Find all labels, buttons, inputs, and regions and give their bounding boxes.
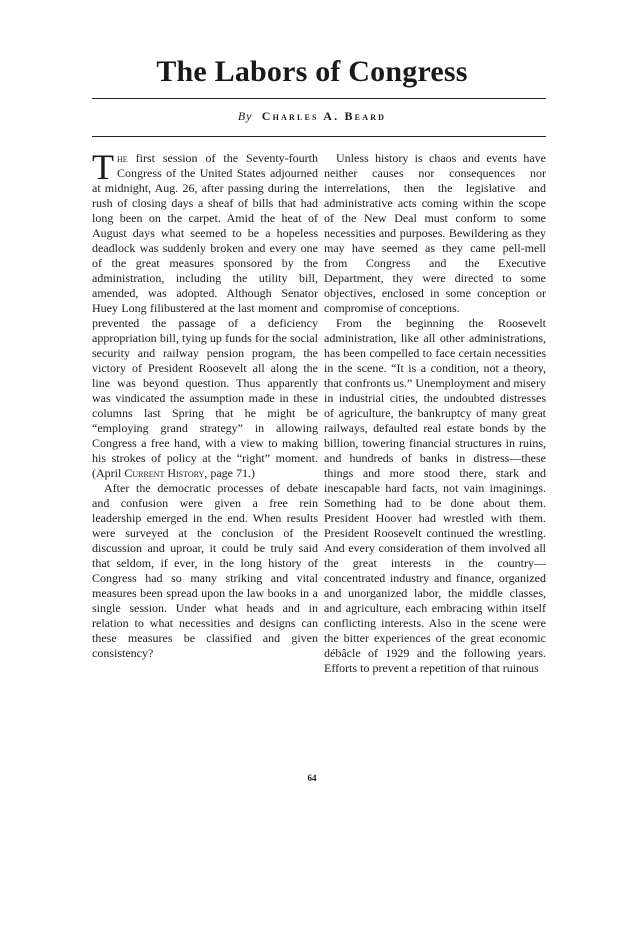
page-number: 64 <box>307 773 317 783</box>
lead-word: he <box>117 151 128 165</box>
article-title: The Labors of Congress <box>156 55 468 88</box>
left-column <box>92 147 318 661</box>
paragraph <box>92 147 318 481</box>
paragraph: Unless history is chaos and events have neither causes nor consequences nor interrelations, then the legislative and administrative acts coming within the scope of the New Deal must conform to some necessities and purposes. Bewildering as they may have seemed as they came pell-mell from Congress and the Executive Department, they were directed to some objectives, enclosed in some conception or compromise of conceptions. <box>324 151 546 315</box>
author-name: Charles A. Beard <box>261 109 387 123</box>
paragraph: After the democratic processes of debate and confusion were given a free rein leadership emerged in the end. When results were surveyed at the conclusion of the discussion and uproar, it could be truly said that seldom, if ever, in the long history of Congress had so many striking and vital measures been spread upon the law books in a single session. Under what heads and in relation to what necessities and designs can these measures be classified and given consistency? <box>92 481 318 660</box>
byline-prefix: By <box>237 109 253 123</box>
byline <box>0 107 624 125</box>
byline-rule <box>92 136 546 137</box>
title-rule <box>92 98 546 99</box>
right-column <box>324 151 546 676</box>
magazine-name: Current History, <box>124 466 208 480</box>
drop-cap: T <box>92 147 114 187</box>
paragraph: From the beginning the Roosevelt administration, like all other administrations, has been compelled to face certain necessities in the scene. “It is a condition, not a theory, that confronts us.” Unemployment and misery in industrial cities, the undoubted distresses of agriculture, the bankruptcy of many great railways, defaulted real estate bonds by the billion, towering financial structures in ruins, and hundreds of banks in distress—these things and more stood there, stark and inescapable hard facts, not vain imaginings. Something had to be done about them. President Hoover had wrestled with them. President Roosevelt continued the wrestling. And every consideration of them involved all the great interests in the country—concentrated industry and finance, organized and unorganized labor, the middle classes, and agriculture, each embracing within itself conflicting interests. Also in the scene were the bitter experiences of the great economic débâcle of 1929 and the following years. Efforts to prevent a repetition of that ruinous <box>324 316 546 675</box>
paragraph-text-end: page 71.) <box>207 466 255 480</box>
paragraph-text: first session of the Seventy-fourth Congress of the United States adjourned at midnight, Aug. 26, after passing during the rush of closing days a sheaf of bills that had long been on the carpet. Amid the heat of August days what seemed to be a hopeless deadlock was suddenly broken and every one of the great measures sponsored by the administration, including the utility bill, amended, was adopted. Although Senator Huey Long filibustered at the last moment and prevented the passage of a deficiency appropriation bill, tying up funds for the social security and railway pension program, the victory of President Roosevelt all along the line was beyond question. Thus apparently was vindicated the assumption made in these columns last Spring that he might be “employing grand strategy” in allowing Congress a free hand, with a view to making his strokes of policy at the “right” moment. (April <box>92 151 318 480</box>
